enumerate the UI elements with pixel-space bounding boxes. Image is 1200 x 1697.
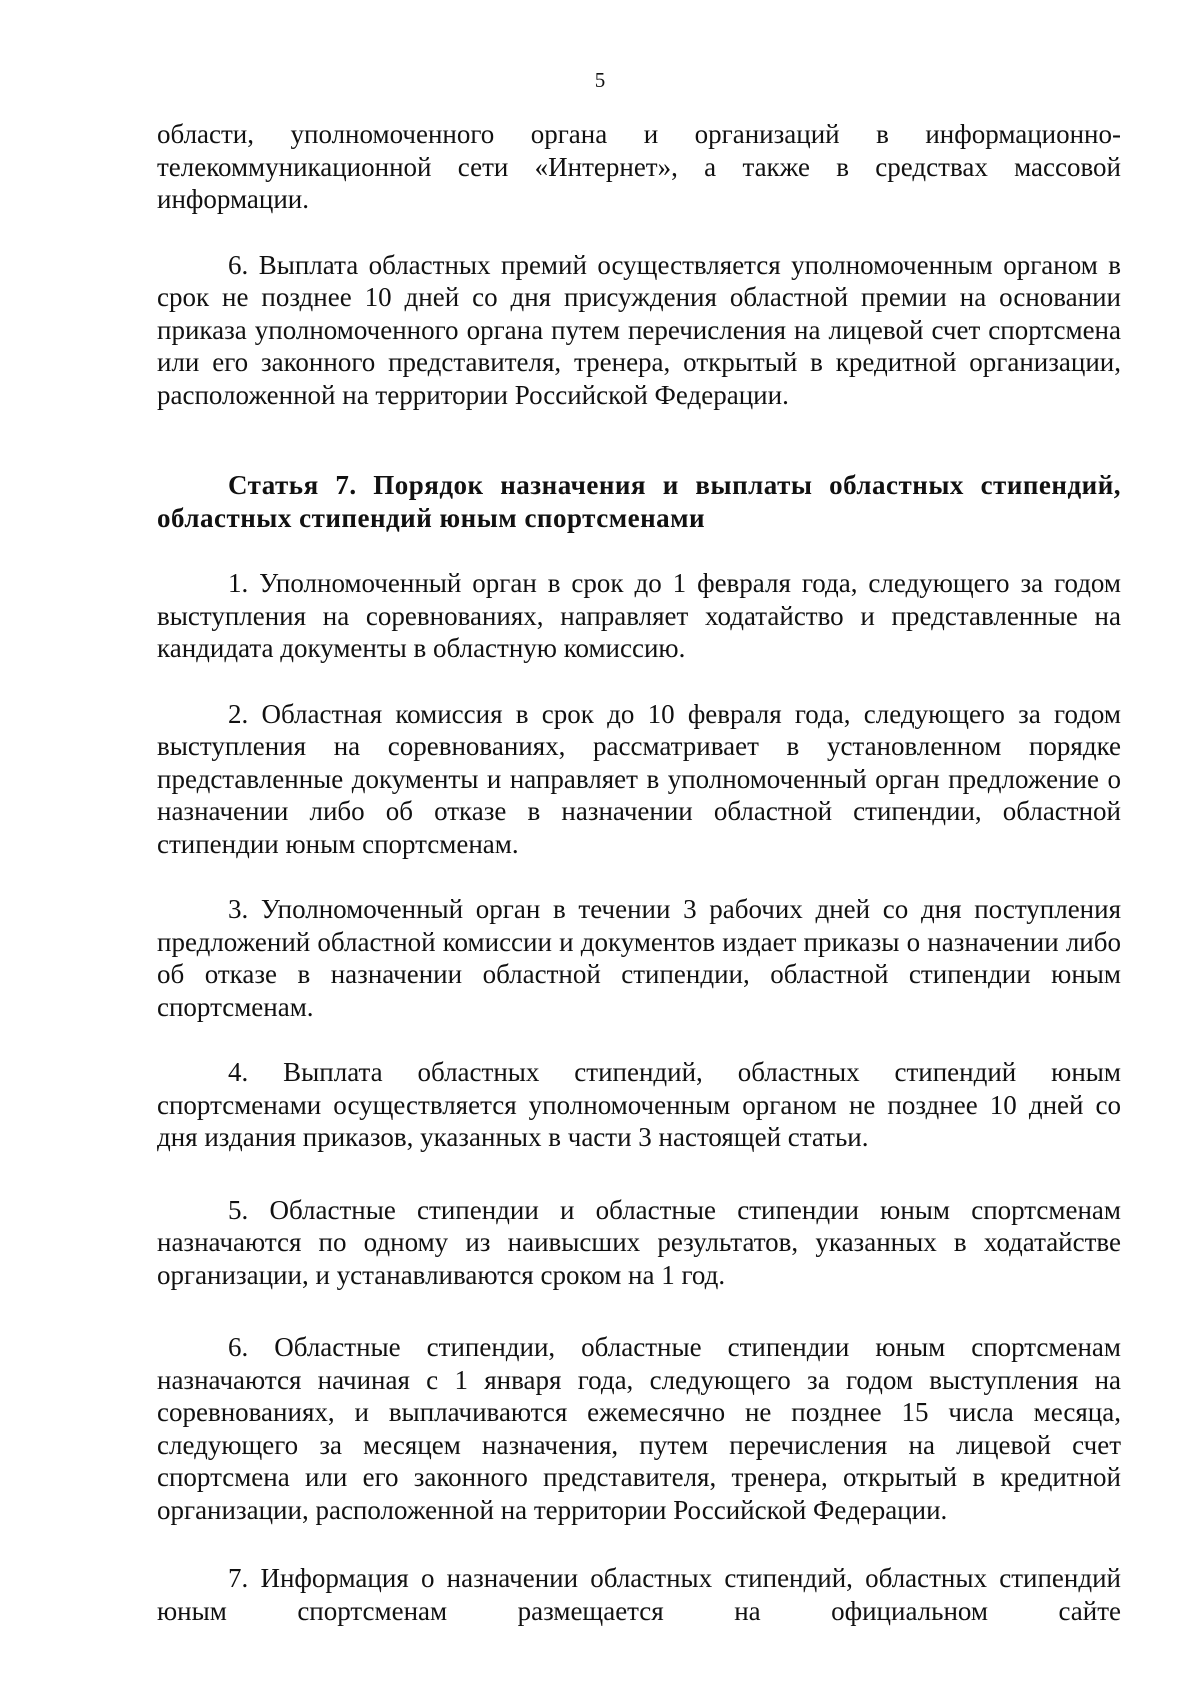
paragraph-6-premium-payment: 6. Выплата областных премий осуществляется уполномоченным органом в срок не позднее 10 дней со дня присуждения областной премии на основании приказа уполномоченного органа путем перечисления на лицевой счет спортсмена или его законного представителя, тренера, открытый в кредитной организации, расположенной на территории Российской Федерации. bbox=[157, 249, 1121, 410]
article-7-heading: Статья 7. Порядок назначения и выплаты областных стипендий, областных стипендий юным спортсменами bbox=[157, 470, 1121, 533]
article-7-paragraph-5: 5. Областные стипендии и областные стипендии юным спортсменам назначаются по одному из наивысших результатов, указанных в ходатайстве организации, и устанавливаются сроком на 1 год. bbox=[157, 1194, 1121, 1290]
article-7-paragraph-4: 4. Выплата областных стипендий, областных стипендий юным спортсменами осуществляется уполномоченным органом не позднее 10 дней со дня издания приказов, указанных в части 3 настоящей статьи. bbox=[157, 1057, 1121, 1152]
continued-paragraph: области, уполномоченного органа и организаций в информационно-телекоммуникационной сети «Интернет», а также в средствах массовой информации. bbox=[157, 119, 1121, 214]
article-7-paragraph-1: 1. Уполномоченный орган в срок до 1 февраля года, следующего за годом выступления на соревнованиях, направляет ходатайство и представленные на кандидата документы в областную комиссию. bbox=[157, 568, 1121, 663]
article-7-paragraph-6: 6. Областные стипендии, областные стипендии юным спортсменам назначаются начиная с 1 января года, следующего за годом выступления на соревнованиях, и выплачиваются ежемесячно не позднее 15 числа месяца, следующего за месяцем назначения, путем перечисления на лицевой счет спортсмена или его законного представителя, тренера, открытый в кредитной организации, расположенной на территории Российской Федерации. bbox=[157, 1332, 1121, 1525]
page-number: 5 bbox=[594, 68, 606, 92]
document-body bbox=[157, 118, 1121, 1627]
article-7-paragraph-3: 3. Уполномоченный орган в течении 3 рабочих дней со дня поступления предложений областной комиссии и документов издает приказы о назначении либо об отказе в назначении областной стипендии, областной стипендии юным спортсменам. bbox=[157, 894, 1121, 1022]
article-7-paragraph-7: 7. Информация о назначении областных стипендий, областных стипендий юным спортсменам размещается на официальном сайте bbox=[157, 1563, 1121, 1626]
article-7-paragraph-2: 2. Областная комиссия в срок до 10 февраля года, следующего за годом выступления на соревнованиях, рассматривает в установленном порядке представленные документы и направляет в уполномоченный орган предложение о назначении либо об отказе в назначении областной стипендии, областной стипендии юным спортсменам. bbox=[157, 698, 1121, 859]
